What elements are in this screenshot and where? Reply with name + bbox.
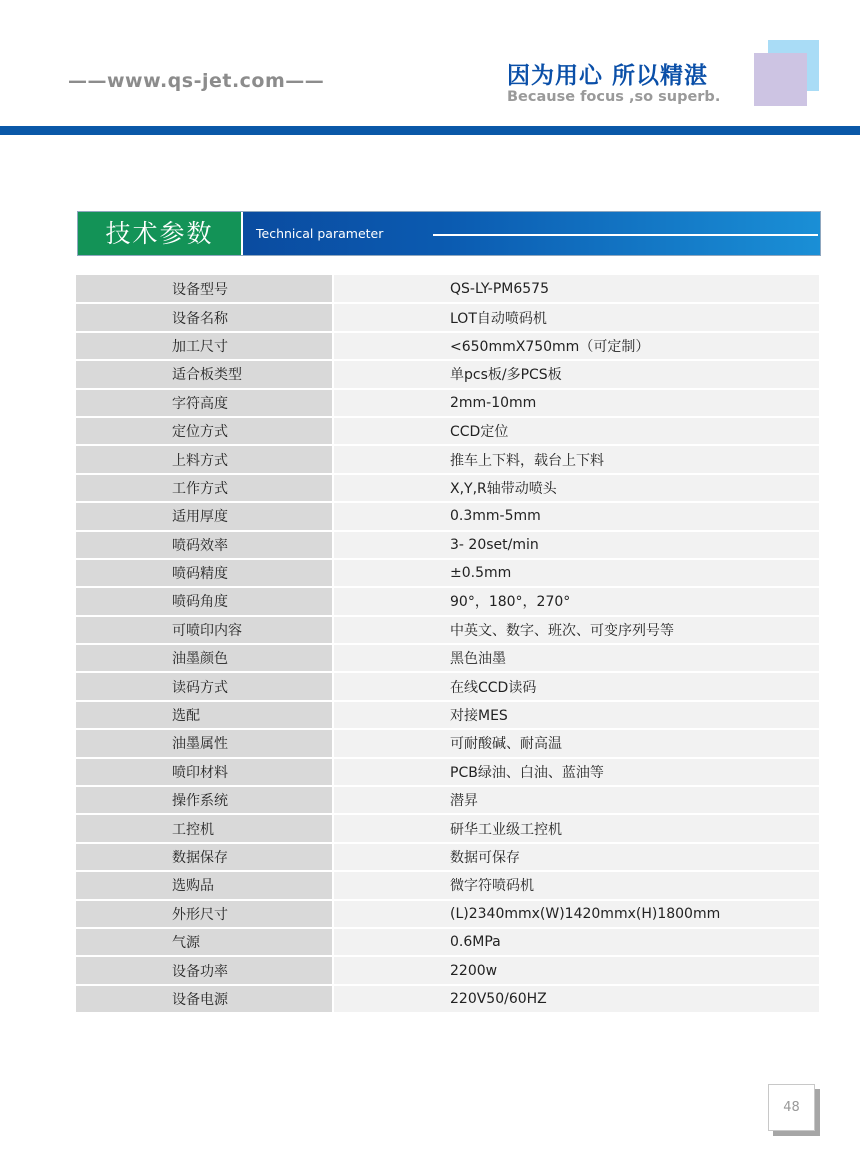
table-row (76, 985, 819, 1013)
parameter-name: 选配 (76, 701, 333, 729)
parameter-name: 设备电源 (76, 985, 333, 1013)
parameter-value: QS-LY-PM6575 (333, 275, 819, 303)
parameter-name: 设备功率 (76, 956, 333, 984)
parameter-value: 90°，180°，270° (333, 587, 819, 615)
table-row (76, 871, 819, 899)
parameter-value: ±0.5mm (333, 559, 819, 587)
parameter-value: 推车上下料，载台上下料 (333, 445, 819, 473)
section-title-chinese: 技术参数 (78, 212, 243, 255)
parameter-value: 0.6MPa (333, 928, 819, 956)
parameter-name: 喷印材料 (76, 758, 333, 786)
parameter-value: 在线CCD读码 (333, 672, 819, 700)
table-row (76, 644, 819, 672)
table-row (76, 502, 819, 530)
parameter-value: <650mmX750mm（可定制） (333, 332, 819, 360)
parameter-value: 2mm-10mm (333, 389, 819, 417)
table-row (76, 587, 819, 615)
parameter-value: X,Y,R轴带动喷头 (333, 474, 819, 502)
parameter-value: 可耐酸碱、耐高温 (333, 729, 819, 757)
parameter-value: 3- 20set/min (333, 531, 819, 559)
parameter-table-body (76, 275, 819, 1013)
parameter-name: 可喷印内容 (76, 616, 333, 644)
parameter-name: 喷码精度 (76, 559, 333, 587)
parameter-value: 单pcs板/多PCS板 (333, 360, 819, 388)
table-row (76, 559, 819, 587)
parameter-value: PCB绿油、白油、蓝油等 (333, 758, 819, 786)
parameter-value: (L)2340mmx(W)1420mmx(H)1800mm (333, 900, 819, 928)
section-title-english: Technical parameter (256, 226, 384, 241)
parameter-name: 外形尺寸 (76, 900, 333, 928)
table-row (76, 303, 819, 331)
site-url: ——www.qs-jet.com—— (68, 70, 325, 92)
parameter-name: 数据保存 (76, 843, 333, 871)
page-number: 48 (768, 1084, 815, 1131)
parameter-name: 读码方式 (76, 672, 333, 700)
table-row (76, 814, 819, 842)
parameter-value: CCD定位 (333, 417, 819, 445)
parameter-name: 喷码角度 (76, 587, 333, 615)
parameter-name: 选购品 (76, 871, 333, 899)
parameter-name: 油墨颜色 (76, 644, 333, 672)
parameter-table (76, 275, 819, 1014)
table-row (76, 417, 819, 445)
parameter-value: 2200w (333, 956, 819, 984)
parameter-name: 工控机 (76, 814, 333, 842)
parameter-value: 中英文、数字、班次、可变序列号等 (333, 616, 819, 644)
parameter-name: 设备型号 (76, 275, 333, 303)
parameter-name: 加工尺寸 (76, 332, 333, 360)
table-row (76, 729, 819, 757)
slogan-english: Because focus ,so superb. (507, 89, 721, 105)
section-header (77, 211, 821, 256)
parameter-name: 定位方式 (76, 417, 333, 445)
table-row (76, 531, 819, 559)
table-row (76, 672, 819, 700)
table-row (76, 389, 819, 417)
table-row (76, 786, 819, 814)
parameter-name: 适用厚度 (76, 502, 333, 530)
table-row (76, 701, 819, 729)
parameter-value: 潜昇 (333, 786, 819, 814)
table-row (76, 758, 819, 786)
parameter-value: 0.3mm-5mm (333, 502, 819, 530)
parameter-value: 数据可保存 (333, 843, 819, 871)
parameter-name: 字符高度 (76, 389, 333, 417)
table-row (76, 275, 819, 303)
parameter-value: 微字符喷码机 (333, 871, 819, 899)
table-row (76, 900, 819, 928)
parameter-value: 黑色油墨 (333, 644, 819, 672)
table-row (76, 474, 819, 502)
parameter-value: LOT自动喷码机 (333, 303, 819, 331)
parameter-value: 220V50/60HZ (333, 985, 819, 1013)
parameter-name: 喷码效率 (76, 531, 333, 559)
table-row (76, 956, 819, 984)
parameter-name: 操作系统 (76, 786, 333, 814)
table-row (76, 332, 819, 360)
parameter-name: 工作方式 (76, 474, 333, 502)
table-row (76, 616, 819, 644)
decorative-square-lavender (754, 53, 807, 106)
parameter-value: 研华工业级工控机 (333, 814, 819, 842)
parameter-name: 适合板类型 (76, 360, 333, 388)
table-row (76, 360, 819, 388)
parameter-name: 设备名称 (76, 303, 333, 331)
parameter-name: 上料方式 (76, 445, 333, 473)
section-header-rule (433, 234, 818, 236)
header-divider (0, 126, 860, 135)
slogan-chinese: 因为用心 所以精湛 (507, 63, 709, 89)
table-row (76, 843, 819, 871)
table-row (76, 928, 819, 956)
parameter-value: 对接MES (333, 701, 819, 729)
parameter-name: 油墨属性 (76, 729, 333, 757)
parameter-name: 气源 (76, 928, 333, 956)
table-row (76, 445, 819, 473)
